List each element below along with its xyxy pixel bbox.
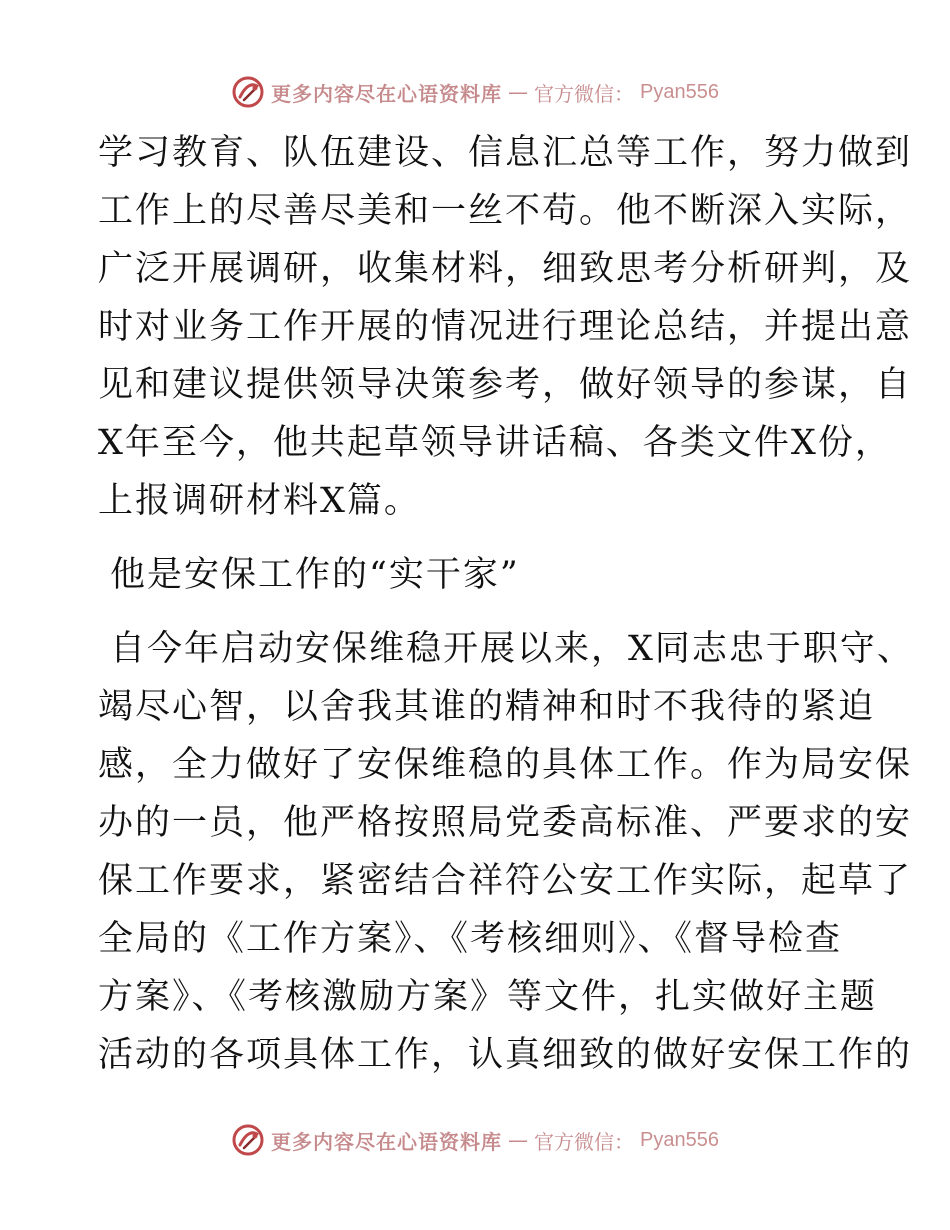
text-line: 时对业务工作开展的情况进行理论总结，并提出意 [98,307,913,347]
watermark-wechat-label: 官方微信： [534,81,635,106]
watermark-text: 更多内容尽在心语资料库 [271,81,503,106]
watermark-separator: — [508,1128,529,1152]
text-line: 方案》、《考核激励方案》等文件，扎实做好主题 [98,977,878,1017]
text-line: 感，全力做好了安保维稳的具体工作。作为局安保 [98,745,913,785]
text-line: 竭尽心智，以舍我其谁的精神和时不我待的紧迫 [98,687,876,727]
text-line: 见和建议提供领导决策参考，做好领导的参谋，自 [98,365,913,405]
watermark-wechat-label: 官方微信： [534,1129,635,1154]
watermark-header [0,72,950,112]
document-body [98,124,914,1084]
text-line: 广泛开展调研，收集材料，细致思考分析研判，及 [98,249,913,289]
text-line: 自今年启动安保维稳开展以来，X同志忠于职守、 [110,629,914,669]
text-line: X年至今，他共起草领导讲话稿、各类文件X份， [98,423,892,463]
text-line: 学习教育、队伍建设、信息汇总等工作，努力做到 [98,133,913,173]
paragraph-2 [98,620,914,1084]
section-heading [98,546,858,604]
text-line: 活动的各项具体工作，认真细致的做好安保工作的 [98,1035,913,1075]
text-line: 工作上的尽善尽美和一丝不苟。他不断深入实际， [98,191,913,231]
watermark-wechat-id: Pyan556 [640,1128,719,1151]
heading-line: 他是安保工作的“实干家” [110,555,520,595]
watermark-footer [0,1120,950,1160]
text-line: 上报调研材料X篇。 [98,481,421,521]
text-line: 保工作要求，紧密结合祥符公安工作实际，起草了 [98,861,913,901]
watermark-wechat-id: Pyan556 [640,80,719,103]
watermark-text: 更多内容尽在心语资料库 [271,1129,503,1154]
logo-icon [231,75,265,109]
text-line: 办的一员，他严格按照局党委高标准、严要求的安 [98,803,913,843]
watermark-separator: — [508,80,529,104]
logo-icon [231,1123,265,1157]
text-line: 全局的《工作方案》、《考核细则》、《督导检查 [98,919,843,959]
paragraph-1 [98,124,913,530]
